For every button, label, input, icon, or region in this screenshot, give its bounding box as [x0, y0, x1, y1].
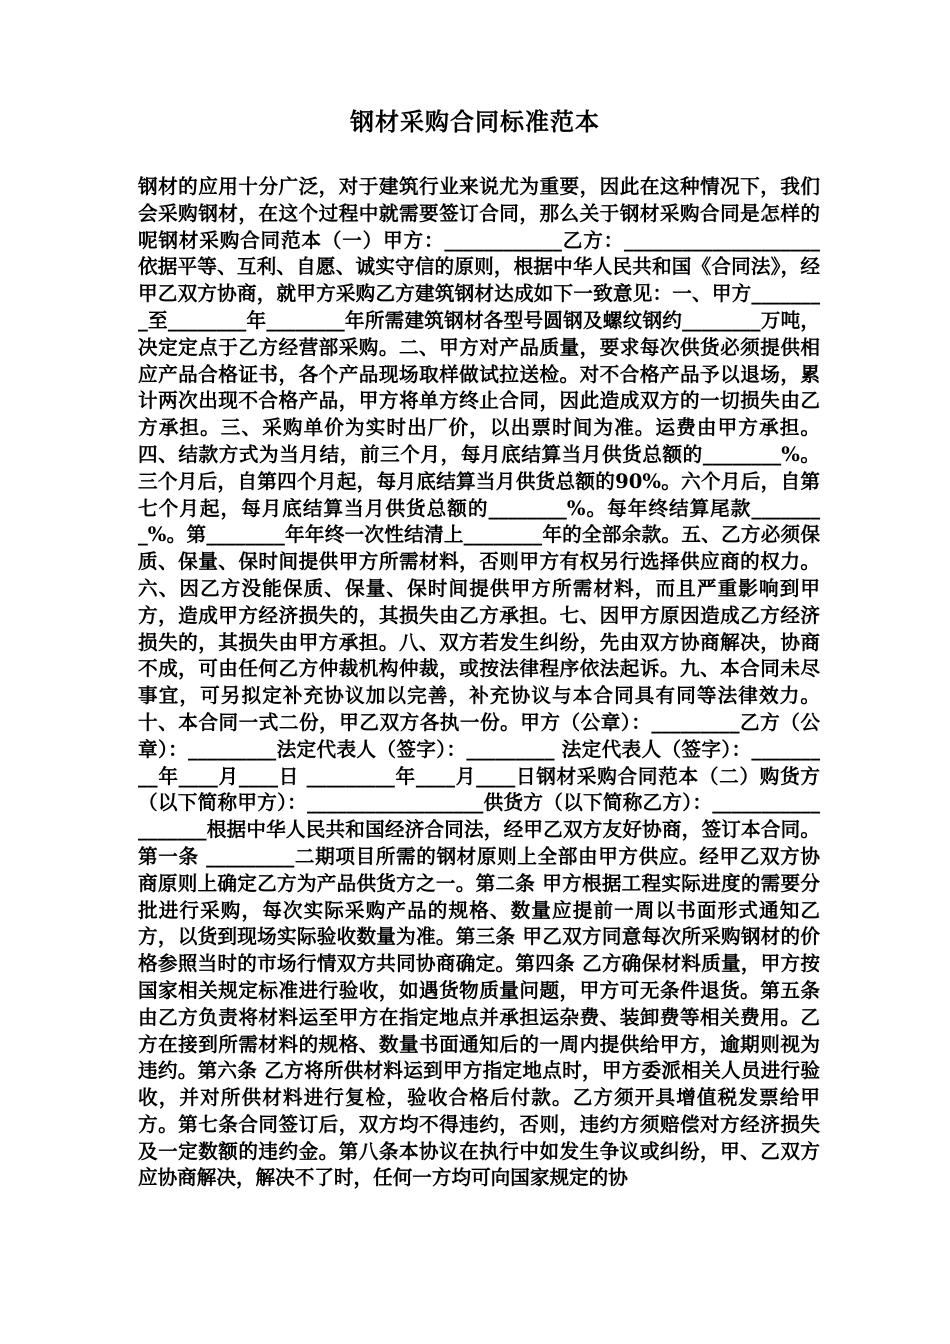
document-title: 钢材采购合同标准范本 — [350, 107, 600, 136]
document-body: 钢材的应用十分广泛，对于建筑行业来说尤为重要，因此在这种情况下，我们会采购钢材，在这个过程中就需要签订合同，那么关于钢材采购合同是怎样的呢钢材采购合同范本（一）甲方：____________乙方：____________________依据平等、互利、自愿、诚实守信的原则，根据中华人民共和国《合同法》，经甲乙双方协商，就甲方采购乙方建筑钢材达成如下一致意见：一、甲方________至________年________年所需建筑钢材各型号圆钢及螺纹钢约________万吨，决定定点于乙方经营部采购。二、甲方对产品质量，要求每次供货必须提供相应产品合格证书，各个产品现场取样做试拉送检。对不合格产品予以退场，累计两次出现不合格产品，甲方将单方终止合同，因此造成双方的一切损失由乙方承担。三、采购单价为实时出厂价，以出票时间为准。运费由甲方承担。四、结款方式为当月结，前三个月，每月底结算当月供货总额的________%。三个月后，自第四个月起，每月底结算当月供货总额的90%。六个月后，自第七个月起，每月底结算当月供货总额的________%。每年终结算尾款________%。第________年年终一次性结清上________年的全部余款。五、乙方必须保质、保量、保时间提供甲方所需材料，否则甲方有权另行选择供应商的权力。六、因乙方没能保质、保量、保时间提供甲方所需材料，而且严重影响到甲方，造成甲方经济损失的，其损失由乙方承担。七、因甲方原因造成乙方经济损失的，其损失由甲方承担。八、双方若发生纠纷，先由双方协商解决，协商不成，可由任何乙方仲裁机构仲裁，或按法律程序依法起诉。九、本合同未尽事宜，可另拟定补充协议加以完善，补充协议与本合同具有同等法律效力。十、本合同一式二份，甲乙双方各执一份。甲方（公章）：_________乙方（公章）：_________法定代表人（签字）：_________ 法定代表人（签字）：_________年____月____日 _________年____月____日钢材采购合同范本（二）购货方（以下简称甲方）：__________________供货方（以下简称乙方）：__________________根据中华人民共和国经济合同法，经甲乙双方友好协商，签订本合同。第一条 _________二期项目所需的钢材原则上全部由甲方供应。经甲乙双方协商原则上确定乙方为产品供货方之一。第二条 甲方根据工程实际进度的需要分批进行采购，每次实际采购产品的规格、数量应提前一周以书面形式通知乙方，以货到现场实际验收数量为准。第三条 甲乙双方同意每次所采购钢材的价格参照当时的市场行情双方共同协商确定。第四条 乙方确保材料质量，甲方按国家相关规定标准进行验收，如遇货物质量问题，甲方可无条件退货。第五条由乙方负责将材料运至甲方在指定地点并承担运杂费、装卸费等相关费用。乙方在接到所需材料的规格、数量书面通知后的一周内提供给甲方，逾期则视为违约。第六条 乙方将所供材料运到甲方指定地点时，甲方委派相关人员进行验收，并对所供材料进行复检，验收合格后付款。乙方须开具增值税发票给甲方。第七条合同签订后，双方均不得违约，否则，违约方须赔偿对方经济损失及一定数额的违约金。第八条本协议在执行中如发生争议或纠纷，甲、乙双方应协商解决，解决不了时，任何一方均可向国家规定的协 — [138, 175, 820, 1190]
